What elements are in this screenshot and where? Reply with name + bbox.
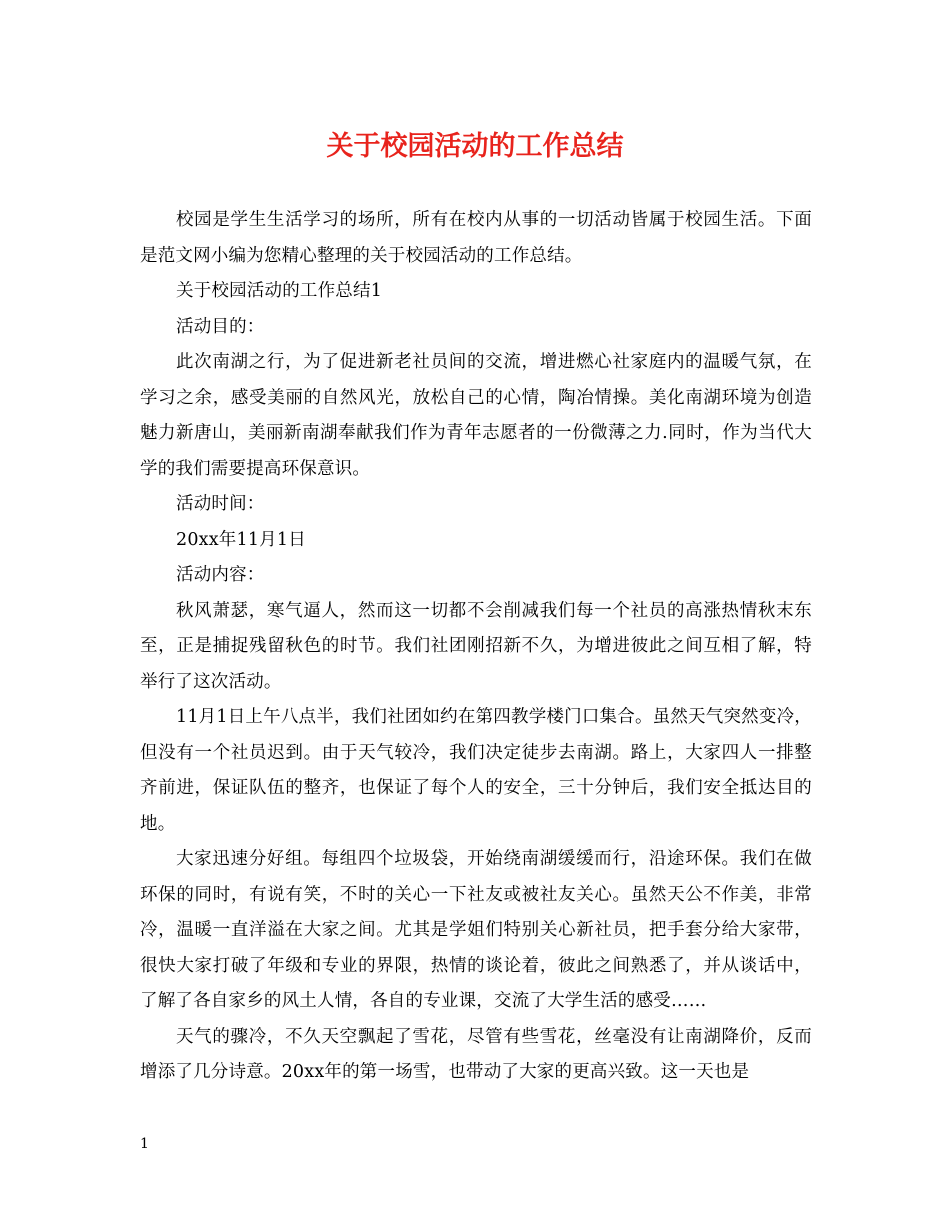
activity-date: 20xx年11月1日 [176, 529, 306, 550]
activity-purpose-label: 活动目的： [176, 316, 265, 337]
section-heading: 关于校园活动的工作总结1 [176, 281, 383, 301]
activity-content-label: 活动内容： [176, 565, 265, 585]
page-number: 1 [140, 1136, 149, 1152]
activity-time-label: 活动时间： [176, 494, 265, 514]
activity-purpose-paragraph: 此次南湖之行，为了促进新老社员间的交流，增进燃心社家庭内的温暖气氛，在学习之余，感受美丽的自然风光，放松自己的心情，陶冶情操。美化南湖环境为创造魅力新唐山，美丽新南湖奉献我们作为青年志愿者的一份微薄之力.同时，作为当代大学的我们需要提高环保意识。 [140, 352, 812, 479]
document-title: 关于校园活动的工作总结 [326, 131, 624, 162]
content-paragraph: 大家迅速分好组。每组四个垃圾袋，开始绕南湖缓缓而行，沿途环保。我们在做环保的同时，有说有笑，不时的关心一下社友或被社友关心。虽然天公不作美，非常冷，温暖一直洋溢在大家之间。尤其是学姐们特别关心新社员，把手套分给大家带，很快大家打破了年级和专业的界限，热情的谈论着，彼此之间熟悉了，并从谈话中，了解了各自家乡的风土人情，各自的专业课，交流了大学生活的感受…… [140, 849, 812, 1011]
content-paragraph: 天气的骤冷，不久天空飘起了雪花，尽管有些雪花，丝毫没有让南湖降价，反而增添了几分诗意。20xx年的第一场雪，也带动了大家的更高兴致。这一天也是 [140, 1026, 812, 1082]
content-paragraph: 秋风萧瑟，寒气逼人，然而这一切都不会削减我们每一个社员的高涨热情秋末东至，正是捕捉残留秋色的时节。我们社团刚招新不久，为增进彼此之间互相了解，特举行了这次活动。 [140, 600, 812, 692]
content-paragraph: 11月1日上午八点半，我们社团如约在第四教学楼门口集合。虽然天气突然变冷，但没有一个社员迟到。由于天气较冷，我们决定徒步去南湖。路上，大家四人一排整齐前进，保证队伍的整齐，也保证了每个人的安全，三十分钟后，我们安全抵达目的地。 [140, 707, 812, 834]
intro-paragraph: 校园是学生生活学习的场所，所有在校内从事的一切活动皆属于校园生活。下面是范文网小编为您精心整理的关于校园活动的工作总结。 [140, 210, 812, 266]
document-body [140, 203, 812, 1091]
